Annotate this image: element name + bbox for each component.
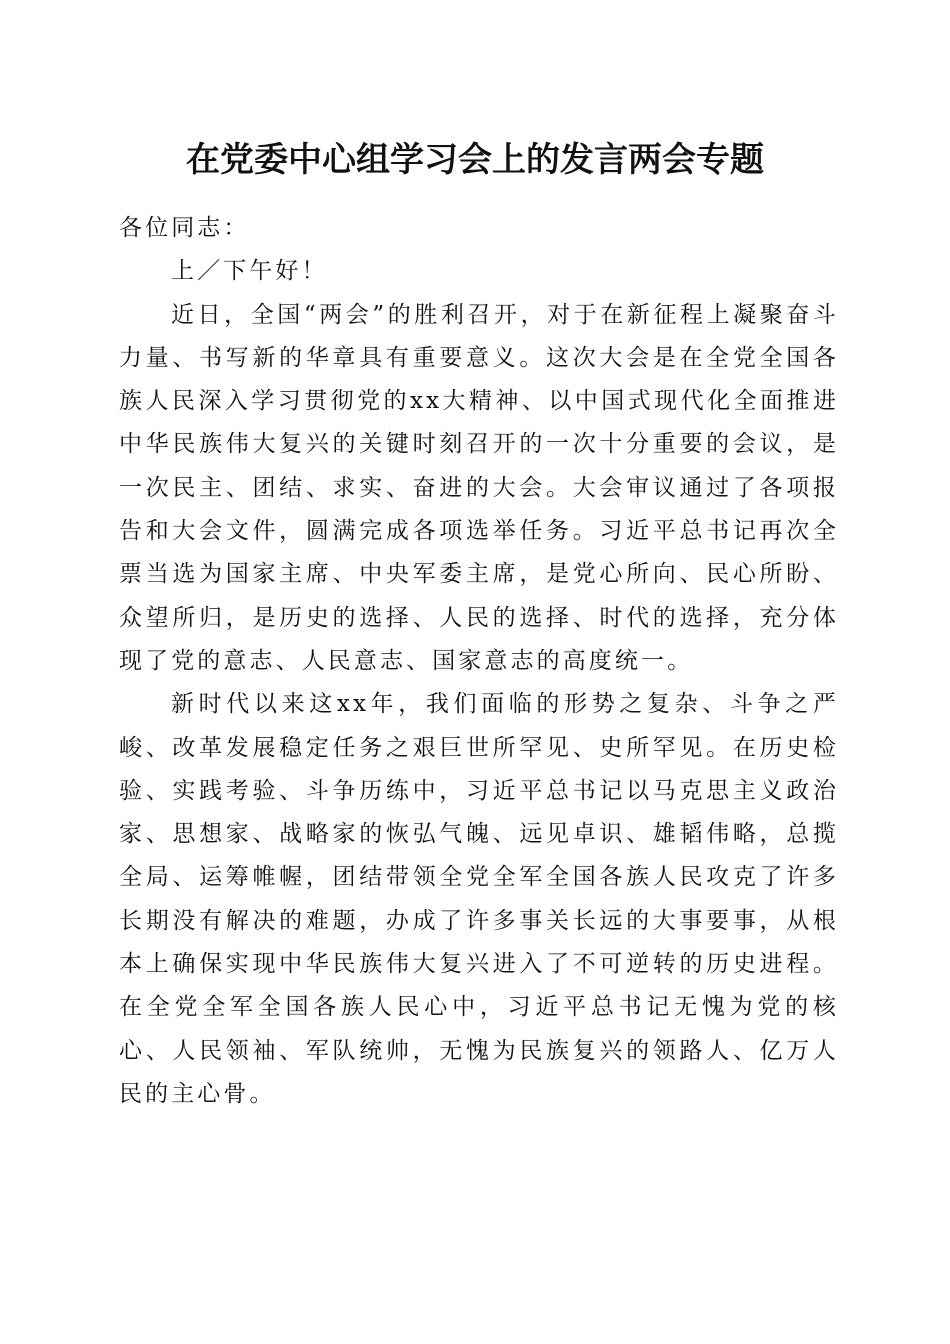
body-paragraph: 近日，全国“两会”的胜利召开，对于在新征程上凝聚奋斗力量、书写新的华章具有重要意义。这次大会是在全党全国各族人民深入学习贯彻党的xx大精神、以中国式现代化全面推进中华民族伟大复兴的关键时刻召开的一次十分重要的会议，是一次民主、团结、求实、奋进的大会。大会审议通过了各项报告和大会文件，圆满完成各项选举任务。习近平总书记再次全票当选为国家主席、中央军委主席，是党心所向、民心所盼、众望所归，是历史的选择、人民的选择、时代的选择，充分体现了党的意志、人民意志、国家意志的高度统一。 [119, 301, 839, 674]
document-title: 在党委中心组学习会上的发言两会专题 [186, 140, 764, 180]
greeting: 上／下午好！ [171, 258, 328, 285]
salutation: 各位同志： [119, 215, 250, 241]
body-paragraph: 新时代以来这xx年，我们面临的形势之复杂、斗争之严峻、改革发展稳定任务之艰巨世所罕见、史所罕见。在历史检验、实践考验、斗争历练中，习近平总书记以马克思主义政治家、思想家、战略家的恢弘气魄、远见卓识、雄韬伟略，总揽全局、运筹帷幄，团结带领全党全军全国各族人民攻克了许多长期没有解决的难题，办成了许多事关长远的大事要事，从根本上确保实现中华民族伟大复兴进入了不可逆转的历史进程。在全党全军全国各族人民心中，习近平总书记无愧为党的核心、人民领袖、军队统帅，无愧为民族复兴的领路人、亿万人民的主心骨。 [119, 691, 839, 1107]
document-body [119, 207, 839, 1116]
